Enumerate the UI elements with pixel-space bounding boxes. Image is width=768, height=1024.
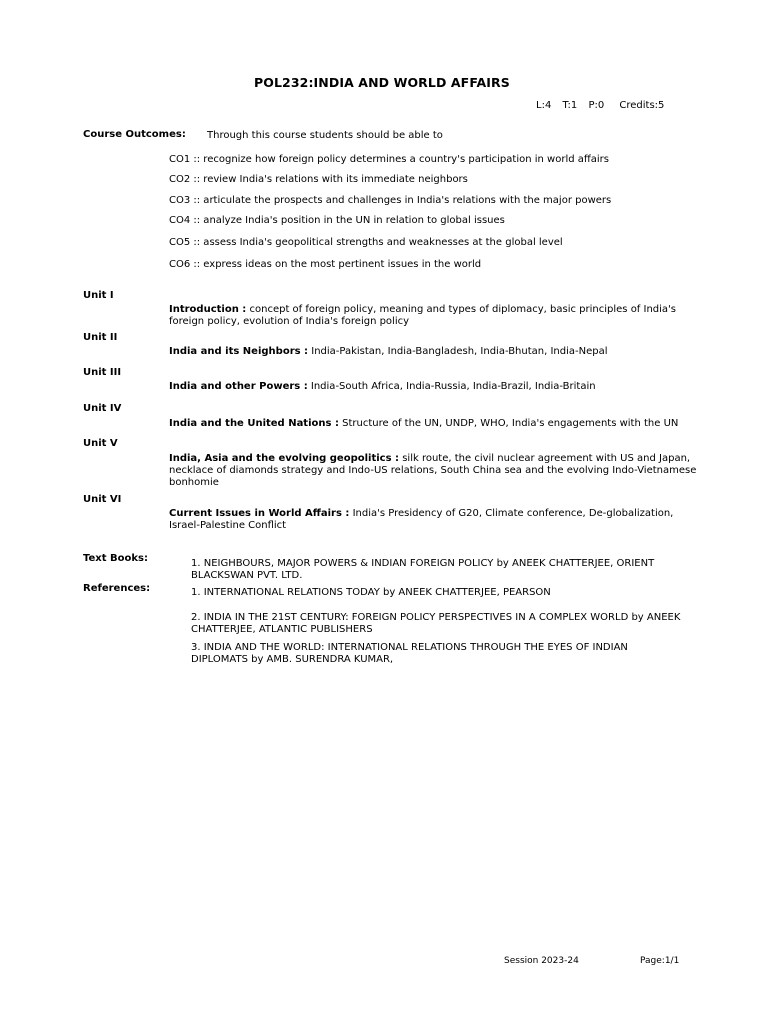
unit-label: Unit II: [83, 332, 118, 343]
course-outcome-item: CO6 :: express ideas on the most pertinent issues in the world: [169, 259, 482, 270]
unit-heading: Current Issues in World Affairs :: [169, 508, 350, 519]
tutorial-hours: T:1: [562, 100, 578, 111]
unit-content: [169, 346, 701, 358]
unit-label: Unit VI: [83, 494, 122, 505]
course-outcome-item: CO2 :: review India's relations with its immediate neighbors: [169, 174, 468, 185]
unit-label: Unit III: [83, 367, 122, 378]
text-books-label: Text Books:: [83, 553, 148, 564]
course-outcomes-label: Course Outcomes:: [83, 129, 186, 140]
course-hours: [536, 100, 664, 112]
course-outcome-item: CO4 :: analyze India's position in the UN in relation to global issues: [169, 215, 505, 226]
lecture-hours: L:4: [536, 100, 552, 111]
text-book-item: 1. NEIGHBOURS, MAJOR POWERS & INDIAN FOREIGN POLICY by ANEEK CHATTERJEE, ORIENT BLACKSWAN PVT. LTD.: [191, 558, 655, 581]
unit-text: concept of foreign policy, meaning and types of diplomacy, basic principles of India's foreign policy, evolution of India's foreign policy: [169, 304, 677, 327]
credits: Credits:5: [619, 100, 665, 111]
unit-label: Unit V: [83, 438, 118, 449]
unit-label: Unit IV: [83, 403, 122, 414]
unit-content: [169, 453, 701, 489]
unit-text: silk route, the civil nuclear agreement with US and Japan, necklace of diamonds strategy and Indo-US relations, South China sea and the evolving Indo-Vietnamese bonhomie: [169, 453, 697, 488]
unit-text: India-South Africa, India-Russia, India-Brazil, India-Britain: [307, 381, 596, 392]
references-label: References:: [83, 583, 151, 594]
practical-hours: P:0: [588, 100, 605, 111]
course-outcome-item: CO5 :: assess India's geopolitical strengths and weaknesses at the global level: [169, 237, 563, 248]
course-outcome-item: CO1 :: recognize how foreign policy determines a country's participation in world affairs: [169, 154, 609, 165]
unit-content: [169, 381, 701, 393]
reference-item: 3. INDIA AND THE WORLD: INTERNATIONAL RELATIONS THROUGH THE EYES OF INDIAN DIPLOMATS by AMB. SURENDRA KUMAR,: [191, 642, 628, 665]
session-label: Session 2023-24: [504, 956, 579, 966]
unit-heading: India and its Neighbors :: [169, 346, 309, 357]
page-number: Page:1/1: [640, 956, 680, 966]
reference-item: 2. INDIA IN THE 21ST CENTURY: FOREIGN POLICY PERSPECTIVES IN A COMPLEX WORLD by ANEEK CHATTERJEE, ATLANTIC PUBLISHERS: [191, 612, 681, 635]
course-title: POL232:INDIA AND WORLD AFFAIRS: [254, 75, 510, 90]
unit-text: Structure of the UN, UNDP, WHO, India's engagements with the UN: [338, 418, 679, 429]
unit-text: India's Presidency of G20, Climate conference, De-globalization, Israel-Palestine Conflict: [169, 508, 674, 531]
unit-heading: India and other Powers :: [169, 381, 308, 392]
unit-content: [169, 304, 701, 328]
unit-content: [169, 508, 701, 532]
unit-content: [169, 418, 701, 430]
course-outcome-item: CO3 :: articulate the prospects and challenges in India's relations with the major powers: [169, 195, 612, 206]
unit-text: India-Pakistan, India-Bangladesh, India-Bhutan, India-Nepal: [308, 346, 608, 357]
reference-item: 1. INTERNATIONAL RELATIONS TODAY by ANEEK CHATTERJEE, PEARSON: [191, 587, 551, 598]
unit-heading: India, Asia and the evolving geopolitics :: [169, 453, 400, 464]
unit-label: Unit I: [83, 290, 114, 301]
course-outcomes-intro: Through this course students should be able to: [207, 130, 443, 141]
unit-heading: India and the United Nations :: [169, 418, 339, 429]
unit-heading: Introduction :: [169, 304, 247, 315]
